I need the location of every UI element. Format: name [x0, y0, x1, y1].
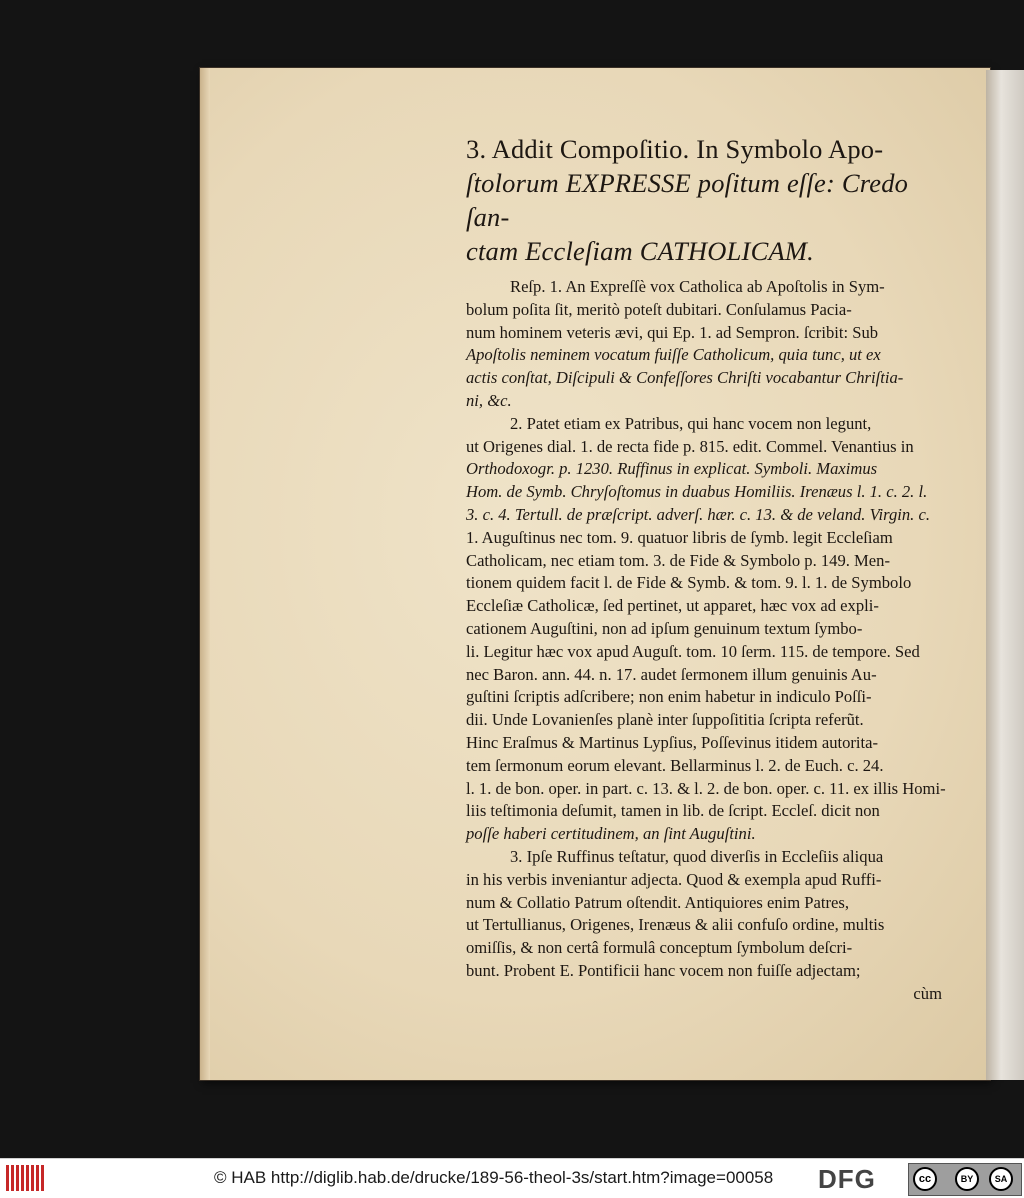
text-line: ut Tertullianus, Origenes, Irenæus & alii confuſo ordine, multis [466, 915, 885, 935]
by-icon: BY [955, 1167, 979, 1191]
text-line: li. Legitur hæc vox apud Auguſt. tom. 10 ſerm. 115. de tempore. Sed [466, 641, 920, 661]
section-heading [466, 132, 952, 268]
text-line: Orthodoxogr. p. 1230. Ruffinus in explicat. Symboli. Maximus [466, 459, 878, 479]
text-line: poſſe haberi certitudinem, an ſint Auguſtini. [466, 824, 756, 844]
text-line: Catholicam, nec etiam tom. 3. de Fide & Symbolo p. 149. Men- [466, 550, 890, 570]
text-line: l. 1. de bon. oper. in part. c. 13. & l. 2. de bon. oper. c. 11. ex illis Homi- [466, 778, 946, 798]
text-line: bolum poſita ſit, meritò poteſt dubitari. Conſulamus Pacia- [466, 299, 852, 319]
text-line: Eccleſiæ Catholicæ, ſed pertinet, ut apparet, hæc vox ad expli- [466, 596, 879, 616]
text-line: tionem quidem facit l. de Fide & Symb. & tom. 9. l. 1. de Symbolo [466, 573, 912, 593]
source-link[interactable]: © HAB http://diglib.hab.de/drucke/189-56-theol-3s/start.htm?image=00058 [214, 1168, 774, 1187]
page-text [466, 132, 952, 1006]
heading-line: 3. Addit Compoſitio. In Symbolo Apo- [466, 134, 884, 164]
text-line: ni, &c. [466, 390, 512, 410]
text-line: guſtini ſcriptis adſcribere; non enim habetur in indiculo Poſſi- [466, 687, 872, 707]
page-edge [200, 68, 210, 1080]
text-line: Hom. de Symb. Chryſoſtomus in duabus Homiliis. Irenæus l. 1. c. 2. l. [466, 482, 928, 502]
cc-license-badge[interactable] [908, 1163, 1022, 1196]
text-line: Reſp. 1. An Expreſſè vox Catholica ab Apoſtolis in Sym- [510, 277, 885, 296]
facing-page-edge [986, 70, 1024, 1080]
text-line: num hominem veteris ævi, qui Ep. 1. ad Sempron. ſcribit: Sub [466, 322, 879, 342]
catchword: cùm [913, 983, 942, 1003]
text-line: bunt. Probent E. Pontificii hanc vocem non fuiſſe adjectam; [466, 960, 861, 980]
text-line: liis teſtimonia deſumit, tamen in lib. de ſcript. Eccleſ. dicit non [466, 801, 880, 821]
text-line: 1. Auguſtinus nec tom. 9. quatuor libris de ſymb. legit Eccleſiam [466, 527, 893, 547]
text-line: actis conſtat, Diſcipuli & Confeſſores Chriſti vocabantur Chriſtia- [466, 368, 904, 388]
sa-icon: SA [989, 1167, 1013, 1191]
text-line: 2. Patet etiam ex Patribus, qui hanc vocem non legunt, [510, 413, 872, 433]
text-line: Hinc Eraſmus & Martinus Lypſius, Poſſevinus itidem autorita- [466, 732, 879, 752]
text-line: cationem Auguſtini, non ad ipſum genuinum textum ſymbo- [466, 618, 863, 638]
text-line: ut Origenes dial. 1. de recta fide p. 815. edit. Commel. Venantius in [466, 436, 914, 456]
viewer-footer [0, 1158, 1024, 1198]
text-line: dii. Unde Lovanienſes planè inter ſuppoſititia ſcripta referũt. [466, 710, 864, 730]
text-line: nec Baron. ann. 44. n. 17. audet ſermonem illum genuinis Au- [466, 664, 877, 684]
hab-logo-icon [6, 1165, 46, 1191]
heading-line: ſtolorum EXPRESSE poſitum eſſe: Credo ſan- [466, 168, 909, 232]
text-line: omiſſis, & non certâ formulâ conceptum ſymbolum deſcri- [466, 938, 853, 958]
text-line: num & Collatio Patrum oſtendit. Antiquiores enim Patres, [466, 892, 850, 912]
text-line: Apoſtolis neminem vocatum fuiſſe Catholicum, quia tunc, ut ex [466, 345, 881, 365]
text-line: tem ſermonum eorum elevant. Bellarminus l. 2. de Euch. c. 24. [466, 755, 884, 775]
heading-line: ctam Eccleſiam CATHOLICAM. [466, 236, 814, 266]
text-line: 3. Ipſe Ruffinus teſtatur, quod diverſis in Eccleſiis aliqua [510, 846, 884, 866]
text-line: in his verbis inveniantur adjecta. Quod & exempla apud Ruffi- [466, 869, 882, 889]
dfg-logo: DFG [818, 1164, 876, 1194]
text-line: 3. c. 4. Tertull. de præſcript. adverſ. hær. c. 13. & de veland. Virgin. c. [466, 504, 930, 524]
cc-icon: cc [913, 1167, 937, 1191]
